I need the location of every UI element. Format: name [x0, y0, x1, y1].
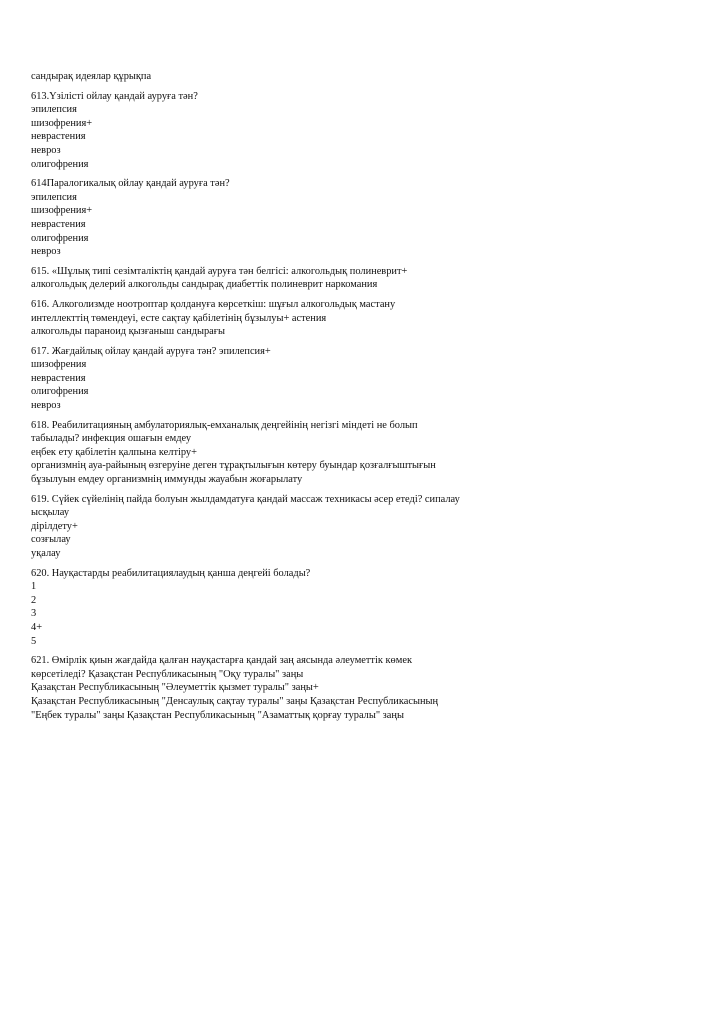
answer-option: Қазақстан Республикасының "Денсаулық сақтау туралы" заңы Қазақстан Республикасының: [31, 695, 439, 707]
question-text: 619. Сүйек сүйелінің пайда болуын жылдамдатуға қандай массаж техникасы әсер етеді? сипалау: [31, 493, 460, 505]
answer-option: көрсетіледі? Қазақстан Республикасының "Оқу туралы" заңы: [31, 668, 304, 680]
answer-option: ысқылау: [31, 507, 70, 519]
question-text: 621. Өмірлік қиын жағдайда қалған науқастарға қандай заң аясында әлеуметтік көмек: [31, 655, 412, 667]
question-text: 617. Жағдайлық ойлау қандай ауруға тән? эпилепсия+: [31, 345, 271, 357]
question-text: 620. Науқастарды реабилитациялаудың қанша деңгейі болады?: [31, 567, 311, 579]
answer-option: 4+: [31, 621, 43, 633]
answer-option: 1: [31, 581, 37, 593]
answer-option: эпилепсия: [31, 191, 77, 203]
answer-option: созғылау: [31, 534, 71, 546]
answer-option: олигофрения: [31, 386, 89, 398]
answer-option: уқалау: [31, 548, 61, 559]
answer-option: олигофрения: [31, 232, 89, 244]
question-block-q618: [31, 419, 701, 487]
answer-option: неврастения: [31, 372, 86, 384]
answer-option: неврастения: [31, 218, 86, 230]
question-text: 613.Үзілісті ойлау қандай ауруға тән?: [31, 90, 198, 102]
answer-option: дірілдету+: [31, 520, 78, 532]
question-text: 616. Алкоголизмде ноотроптар қолдануға көрсеткіш: шұғыл алкогольдық мастану: [31, 298, 396, 310]
answer-option: бұзылуын емдеу организмнің иммунды жауабын жоғарылату: [31, 474, 303, 486]
question-text: 615. «Шұлық типі сезімталіктің қандай ауруға тән белгісі: алкогольдық полиневрит+: [31, 265, 408, 277]
answer-option: табылады? инфекция ошағын емдеу: [31, 433, 192, 445]
answer-option: "Еңбек туралы" заңы Қазақстан Республикасының "Азаматтық қорғау туралы" заңы: [31, 709, 404, 721]
answer-option: шизофрения+: [31, 205, 93, 217]
question-text: 618. Реабилитацияның амбулаториялық-емханалық деңгейінің негізгі міндеті не болып: [31, 419, 418, 431]
answer-option: интеллекттің төмендеуі, есте сақтау қабілетінің бұзылуы+ астения: [31, 312, 327, 324]
question-block-q621: [31, 654, 701, 722]
answer-option: невроз: [31, 246, 61, 258]
question-text: 614Паралогикалық ойлау қандай ауруға тән?: [31, 178, 230, 190]
answer-option: 2: [31, 594, 37, 606]
answer-option: неврастения: [31, 131, 86, 143]
answer-option: организмнің ауа-райының өзгеруіне деген тұрақтылығын көтеру буындар қозғалғыштығын: [31, 460, 436, 472]
answer-option: невроз: [31, 400, 61, 412]
answer-option: эпилепсия: [31, 104, 77, 116]
answer-option: еңбек ету қабілетін қалпына келтіру+: [31, 446, 197, 458]
document-page: [31, 70, 701, 728]
answer-option: шизофрения+: [31, 117, 93, 129]
questions-list: [31, 90, 701, 723]
question-block-q616: [31, 298, 701, 339]
answer-option: Қазақстан Республикасының "Әлеуметтік қызмет туралы" заңы+: [31, 682, 319, 694]
answer-option: невроз: [31, 144, 61, 156]
question-block-q617: [31, 345, 701, 413]
answer-option: шизофрения: [31, 359, 87, 371]
question-block-q620: [31, 567, 701, 649]
question-block-q615: [31, 265, 701, 292]
answer-option: алкогольды параноид қызғаныш сандырағы: [31, 326, 226, 338]
intro-block: [31, 70, 701, 84]
answer-option: алкогольдық делерий алкогольды сандырақ диабеттік полиневрит наркомания: [31, 279, 378, 291]
question-block-q614: [31, 177, 701, 259]
answer-option: олигофрения: [31, 158, 89, 170]
question-block-q619: [31, 493, 701, 561]
intro-line: сандырақ идеялар құрықпа: [31, 71, 152, 82]
answer-option: 3: [31, 608, 37, 620]
answer-option: 5: [31, 635, 37, 647]
question-block-q613: [31, 90, 701, 172]
